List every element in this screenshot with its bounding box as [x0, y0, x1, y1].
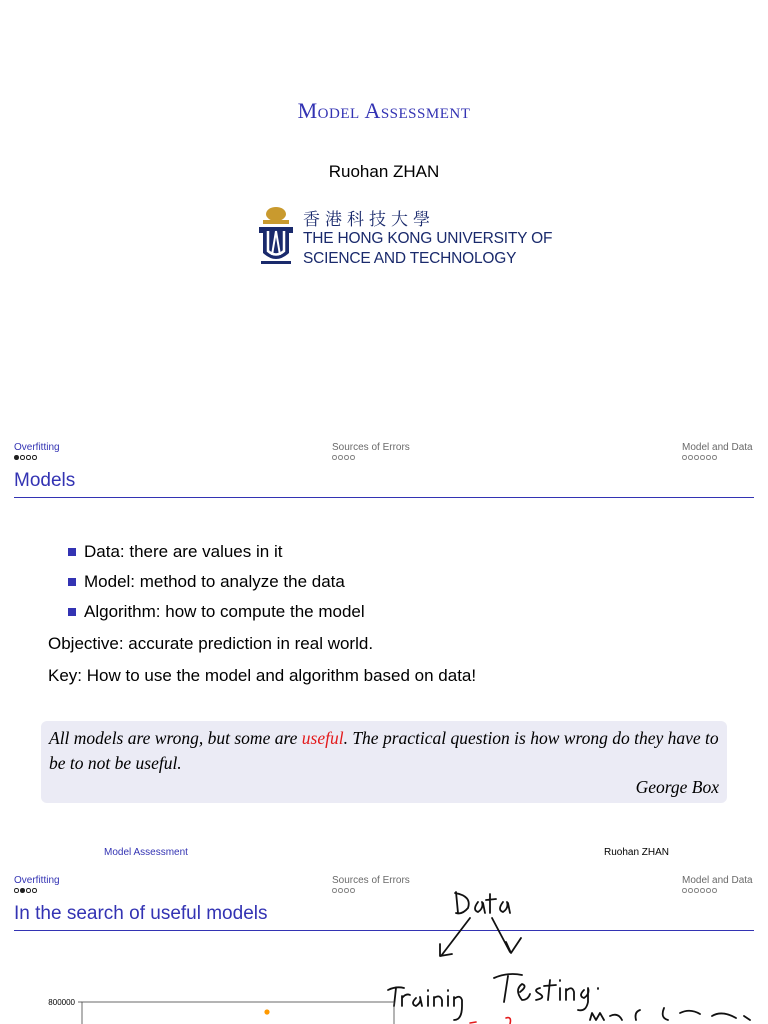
chart-data-point: [264, 1009, 269, 1014]
nav-dot[interactable]: [688, 455, 693, 460]
footer-title[interactable]: Model Assessment: [104, 847, 188, 858]
nav-dot[interactable]: [14, 455, 19, 460]
bullet-square-icon: [68, 608, 76, 616]
frame-title: In the search of useful models: [14, 903, 268, 924]
nav-progress-dots: [332, 455, 410, 460]
nav-dot[interactable]: [700, 455, 705, 460]
nav-section-label: Sources of Errors: [332, 875, 410, 886]
bullet-square-icon: [68, 548, 76, 556]
scatter-chart: [0, 990, 420, 1024]
bullet-text: Model: method to analyze the data: [84, 572, 345, 591]
key-text: Key: How to use the model and algorithm based on data!: [48, 666, 477, 685]
y-axis-tick-label: 800000: [48, 998, 75, 1007]
nav-section-label: Model and Data: [682, 875, 753, 886]
nav-dot[interactable]: [26, 455, 31, 460]
handwritten-arrow-right: [492, 918, 521, 953]
nav-progress-dots: [682, 455, 753, 460]
nav-section-label: Sources of Errors: [332, 442, 410, 453]
presentation-title: Model Assessment: [297, 98, 471, 123]
quote-block: [41, 721, 727, 803]
nav-dot[interactable]: [682, 455, 687, 460]
quote-author: George Box: [635, 777, 719, 797]
objective-text: Objective: accurate prediction in real world.: [48, 634, 374, 653]
nav-dot[interactable]: [20, 455, 25, 460]
list-item: [68, 597, 365, 627]
quote-text-part: . The practical question is how wrong do they have to be to not be useful.: [49, 728, 719, 773]
nav-dot[interactable]: [338, 455, 343, 460]
nav-dot[interactable]: [344, 455, 349, 460]
frame-title: Models: [14, 470, 76, 491]
nav-dot[interactable]: [350, 455, 355, 460]
handwritten-arrow-left: [440, 918, 470, 956]
footer-author: Ruohan ZHAN: [604, 847, 670, 858]
bullet-text: Data: there are values in it: [84, 542, 283, 561]
list-item: [68, 537, 365, 567]
chart-plot-frame: [82, 1002, 394, 1024]
logo-english-line-1: THE HONG KONG UNIVERSITY OF: [303, 230, 553, 247]
nav-dot[interactable]: [694, 455, 699, 460]
quote-highlight: useful: [301, 728, 344, 748]
nav-section-label: Overfitting: [14, 875, 60, 886]
nav-dot[interactable]: [332, 455, 337, 460]
logo-chinese-name: 香港科技大學: [303, 210, 435, 229]
logo-emblem-icon: [255, 205, 297, 269]
nav-dot[interactable]: [706, 455, 711, 460]
quote-text-part: All models are wrong, but some are: [49, 728, 302, 748]
handwritten-testing-word: [494, 974, 598, 1010]
bullet-text: Algorithm: how to compute the model: [84, 602, 365, 621]
handwritten-data-word: [455, 892, 510, 913]
list-item: [68, 567, 365, 597]
university-logo: [255, 203, 585, 273]
nav-section-sources-of-errors[interactable]: [332, 442, 410, 460]
slide-navigation: [0, 442, 768, 472]
frame-title-rule: [14, 497, 754, 498]
nav-section-model-and-data[interactable]: [682, 442, 753, 460]
nav-progress-dots: [14, 455, 60, 460]
bullet-list: [68, 537, 365, 627]
bullet-square-icon: [68, 578, 76, 586]
nav-dot[interactable]: [32, 455, 37, 460]
logo-english-line-2: SCIENCE AND TECHNOLOGY: [303, 250, 517, 267]
nav-section-label: Overfitting: [14, 442, 60, 453]
author-name: Ruohan ZHAN: [328, 162, 440, 181]
handwritten-scribble: [590, 1008, 750, 1020]
nav-section-label: Model and Data: [682, 442, 753, 453]
nav-dot[interactable]: [712, 455, 717, 460]
handwritten-red-mark: [470, 1018, 511, 1024]
quote-text: [49, 726, 719, 776]
nav-section-overfitting[interactable]: [14, 442, 60, 460]
